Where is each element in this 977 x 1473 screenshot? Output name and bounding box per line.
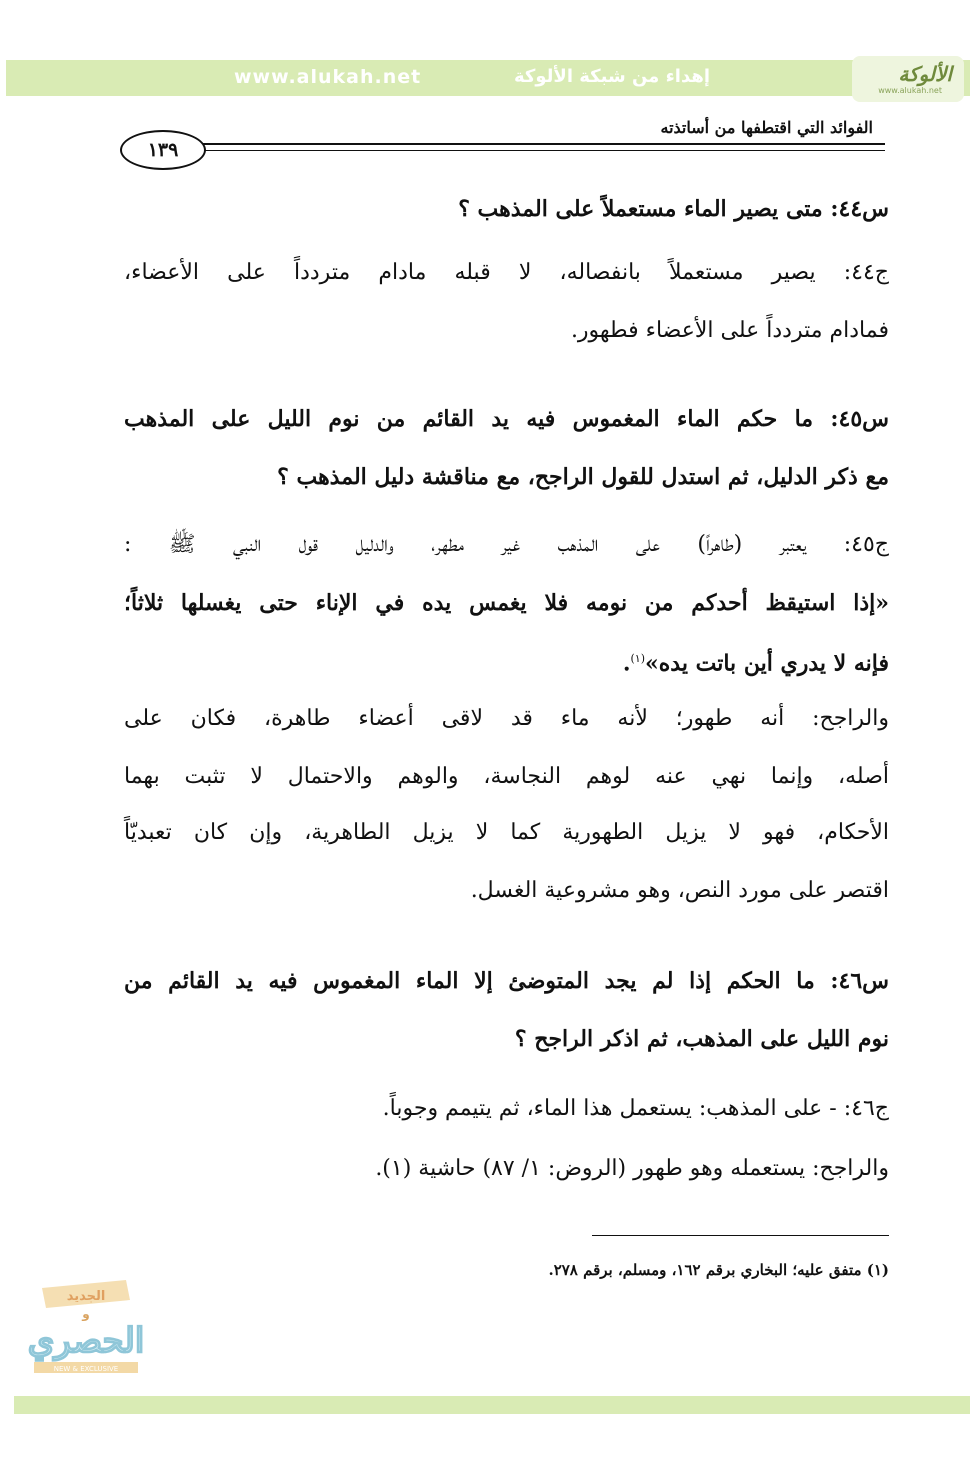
banner-url[interactable]: www.alukah.net xyxy=(234,66,422,88)
question-44: س٤٤: متى يصير الماء مستعملاً على المذهب ؟ xyxy=(458,196,889,222)
footnote-1: (١) متفق عليه؛ البخاري برقم ١٦٢، ومسلم، برقم ٢٧٨. xyxy=(548,1261,889,1279)
running-header-title: الفوائد التي اقتطفها من أساتذته xyxy=(660,118,873,137)
hadith-line-1: «إذا استيقظ أحدكم من نومه فلا يغمس يده في الإناء حتى يغسلها ثلاثاً؛ xyxy=(124,590,889,616)
answer-44-line-2: فمادام متردداً على الأعضاء فطهور. xyxy=(570,318,889,343)
footer-band xyxy=(14,1396,970,1414)
question-45-line-2: مع ذكر الدليل، ثم استدل للقول الراجح، مع مناقشة دليل المذهب ؟ xyxy=(277,464,889,490)
question-46-line-2: نوم الليل على المذهب، ثم اذكر الراجح ؟ xyxy=(514,1026,889,1052)
answer-45-line-1: ج٤٥: يعتبر (طاهراً) على المذهب غير مطهر، والدليل قول النبي ﷺ : xyxy=(124,532,889,557)
header-rule-thin xyxy=(190,150,885,151)
hadith-line-2 xyxy=(124,644,889,678)
page-number: ١٣٩ xyxy=(120,130,206,170)
logo-text: الألوكة xyxy=(898,62,952,86)
answer-44-line-1: ج٤٤: يصير مستعملاً بانفصاله، لا قبله مادام متردداً على الأعضاء، xyxy=(124,260,889,285)
top-banner xyxy=(6,60,970,96)
header-rule-thick xyxy=(190,143,885,145)
hadith-text-end: فإنه لا يدري أين باتت يده» xyxy=(645,650,889,677)
footnote-ref[interactable]: (١) xyxy=(630,652,646,665)
preferred-45-line-2: أصله، وإنما نهي عنه لوهم النجاسة، والوهم والاحتمال لا تثبت بهما xyxy=(124,764,889,789)
stamp-text-mid: و xyxy=(82,1307,90,1321)
stamp-text-top: الجديد xyxy=(66,1289,106,1304)
question-45-line-1: س٤٥: ما حكم الماء المغموس فيه يد القائم من نوم الليل على المذهب xyxy=(124,406,889,432)
answer-46-line-2: والراجح: يستعمله وهو طهور (الروض: ١/ ٨٧) حاشية (١). xyxy=(375,1156,889,1181)
stamp-text-main: الحصري xyxy=(28,1321,144,1361)
question-46-line-1: س٤٦: ما الحكم إذا لم يجد المتوضئ إلا الماء المغموس فيه يد القائم من xyxy=(124,968,889,994)
banner-gift-text: إهداء من شبكة الألوكة xyxy=(514,66,710,87)
preferred-45-line-3: الأحكام، فهو لا يزيل الطهورية كما لا يزيل الطاهرية، وإن كان تعبديّاً xyxy=(124,820,889,845)
answer-46-line-1: ج٤٦: - على المذهب: يستعمل هذا الماء، ثم يتيمم وجوباً. xyxy=(382,1096,889,1121)
logo-subtext: www.alukah.net xyxy=(878,86,942,95)
new-exclusive-stamp-icon xyxy=(28,1266,144,1378)
footnote-separator xyxy=(592,1235,889,1236)
hadith-period: . xyxy=(622,650,631,677)
preferred-45-line-1: والراجح: أنه طهور؛ لأنه ماء قد لاقى أعضاء طاهرة، فكان على xyxy=(124,706,889,731)
preferred-45-line-4: اقتصر على مورد النص، وهو مشروعية الغسل. xyxy=(470,878,889,903)
stamp-text-en: NEW & EXCLUSIVE xyxy=(53,1365,119,1373)
alukah-logo-icon xyxy=(852,56,964,102)
